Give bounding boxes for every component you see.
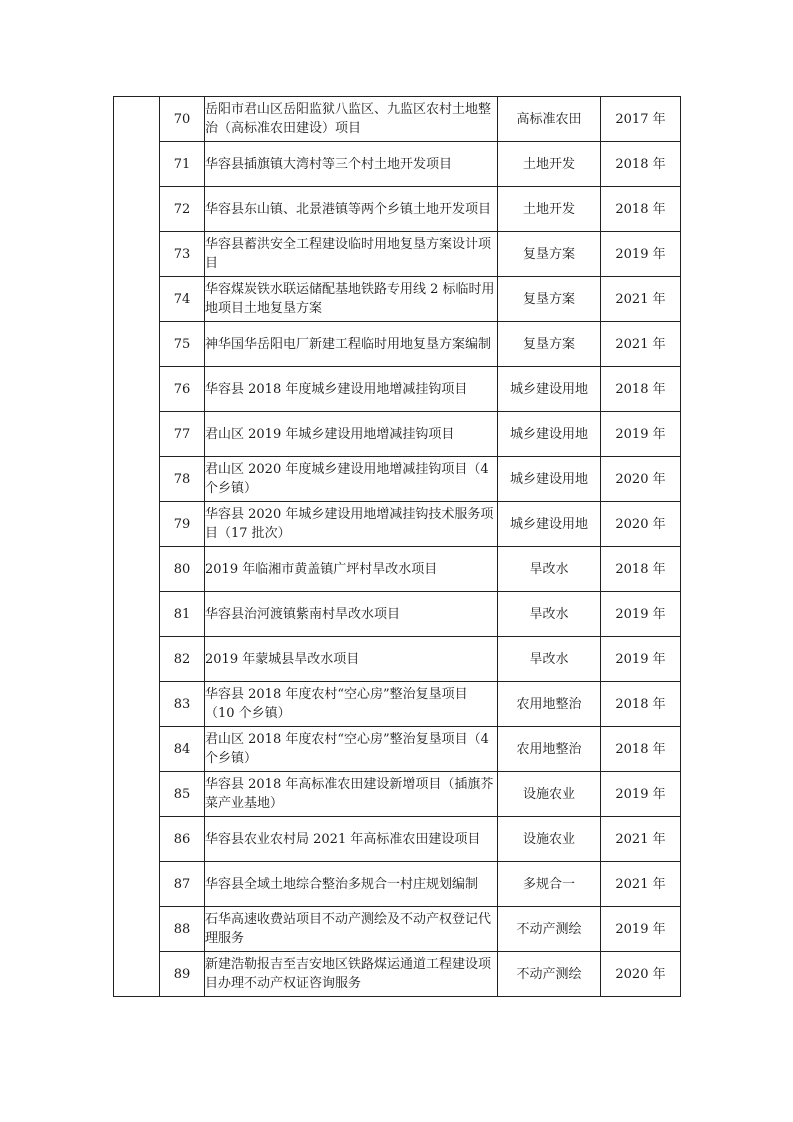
project-category: 城乡建设用地 bbox=[498, 412, 601, 457]
project-name: 华容县东山镇、北景港镇等两个乡镇土地开发项目 bbox=[205, 187, 498, 232]
project-name: 2019 年蒙城县旱改水项目 bbox=[205, 637, 498, 682]
table-row bbox=[114, 592, 681, 637]
project-category: 农用地整治 bbox=[498, 727, 601, 772]
project-year: 2018 年 bbox=[601, 682, 681, 727]
project-category: 旱改水 bbox=[498, 547, 601, 592]
project-category: 城乡建设用地 bbox=[498, 502, 601, 547]
project-name: 新建浩勒报吉至吉安地区铁路煤运通道工程建设项目办理不动产权证咨询服务 bbox=[205, 952, 498, 997]
table-row bbox=[114, 232, 681, 277]
project-name: 君山区 2020 年度城乡建设用地增减挂钩项目（4 个乡镇） bbox=[205, 457, 498, 502]
project-name: 华容县 2018 年度农村“空心房”整治复垦项目（10 个乡镇） bbox=[205, 682, 498, 727]
project-category: 旱改水 bbox=[498, 592, 601, 637]
project-category: 土地开发 bbox=[498, 187, 601, 232]
row-number: 76 bbox=[160, 367, 205, 412]
table-row bbox=[114, 952, 681, 997]
project-category: 复垦方案 bbox=[498, 232, 601, 277]
project-name: 2019 年临湘市黄盖镇广坪村旱改水项目 bbox=[205, 547, 498, 592]
project-name: 华容县 2018 年度城乡建设用地增减挂钩项目 bbox=[205, 367, 498, 412]
row-number: 85 bbox=[160, 772, 205, 817]
row-number: 75 bbox=[160, 322, 205, 367]
project-category: 旱改水 bbox=[498, 637, 601, 682]
project-name: 华容县治河渡镇紫南村旱改水项目 bbox=[205, 592, 498, 637]
table-row bbox=[114, 862, 681, 907]
project-name: 华容县 2020 年城乡建设用地增减挂钩技术服务项目（17 批次） bbox=[205, 502, 498, 547]
table-row bbox=[114, 277, 681, 322]
project-category: 多规合一 bbox=[498, 862, 601, 907]
project-name: 华容县 2018 年高标准农田建设新增项目（插旗芥菜产业基地） bbox=[205, 772, 498, 817]
project-year: 2018 年 bbox=[601, 727, 681, 772]
project-category: 农用地整治 bbox=[498, 682, 601, 727]
project-year: 2019 年 bbox=[601, 772, 681, 817]
project-name: 华容县全域土地综合整治多规合一村庄规划编制 bbox=[205, 862, 498, 907]
table-row bbox=[114, 412, 681, 457]
project-category: 不动产测绘 bbox=[498, 907, 601, 952]
table-row bbox=[114, 637, 681, 682]
project-name: 华容县农业农村局 2021 年高标准农田建设项目 bbox=[205, 817, 498, 862]
project-year: 2020 年 bbox=[601, 457, 681, 502]
row-number: 86 bbox=[160, 817, 205, 862]
project-year: 2017 年 bbox=[601, 97, 681, 142]
row-number: 88 bbox=[160, 907, 205, 952]
project-year: 2020 年 bbox=[601, 502, 681, 547]
project-name: 君山区 2018 年度农村“空心房”整治复垦项目（4 个乡镇） bbox=[205, 727, 498, 772]
project-name: 华容县蓄洪安全工程建设临时用地复垦方案设计项目 bbox=[205, 232, 498, 277]
row-number: 77 bbox=[160, 412, 205, 457]
row-number: 73 bbox=[160, 232, 205, 277]
project-category: 设施农业 bbox=[498, 772, 601, 817]
project-category: 复垦方案 bbox=[498, 277, 601, 322]
row-number: 89 bbox=[160, 952, 205, 997]
project-year: 2019 年 bbox=[601, 637, 681, 682]
project-year: 2021 年 bbox=[601, 817, 681, 862]
row-number: 81 bbox=[160, 592, 205, 637]
project-table bbox=[113, 96, 681, 997]
row-number: 72 bbox=[160, 187, 205, 232]
row-number: 70 bbox=[160, 97, 205, 142]
project-table-body bbox=[114, 97, 681, 997]
table-row bbox=[114, 97, 681, 142]
row-number: 80 bbox=[160, 547, 205, 592]
project-year: 2018 年 bbox=[601, 142, 681, 187]
project-category: 高标准农田 bbox=[498, 97, 601, 142]
project-name: 华容煤炭铁水联运储配基地铁路专用线 2 标临时用地项目土地复垦方案 bbox=[205, 277, 498, 322]
row-number: 84 bbox=[160, 727, 205, 772]
table-row bbox=[114, 142, 681, 187]
project-name: 岳阳市君山区岳阳监狱八监区、九监区农村土地整治（高标准农田建设）项目 bbox=[205, 97, 498, 142]
project-name: 华容县插旗镇大湾村等三个村土地开发项目 bbox=[205, 142, 498, 187]
row-number: 87 bbox=[160, 862, 205, 907]
project-category: 土地开发 bbox=[498, 142, 601, 187]
table-row bbox=[114, 187, 681, 232]
table-row bbox=[114, 457, 681, 502]
row-number: 71 bbox=[160, 142, 205, 187]
merged-category-cell bbox=[114, 97, 160, 997]
project-category: 城乡建设用地 bbox=[498, 457, 601, 502]
row-number: 82 bbox=[160, 637, 205, 682]
project-year: 2021 年 bbox=[601, 322, 681, 367]
project-name: 石华高速收费站项目不动产测绘及不动产权登记代理服务 bbox=[205, 907, 498, 952]
project-category: 设施农业 bbox=[498, 817, 601, 862]
project-name: 君山区 2019 年城乡建设用地增减挂钩项目 bbox=[205, 412, 498, 457]
table-row bbox=[114, 817, 681, 862]
project-name: 神华国华岳阳电厂新建工程临时用地复垦方案编制 bbox=[205, 322, 498, 367]
project-category: 复垦方案 bbox=[498, 322, 601, 367]
table-row bbox=[114, 367, 681, 412]
project-year: 2019 年 bbox=[601, 907, 681, 952]
project-year: 2020 年 bbox=[601, 952, 681, 997]
row-number: 79 bbox=[160, 502, 205, 547]
table-row bbox=[114, 727, 681, 772]
row-number: 74 bbox=[160, 277, 205, 322]
project-year: 2019 年 bbox=[601, 592, 681, 637]
table-row bbox=[114, 547, 681, 592]
row-number: 78 bbox=[160, 457, 205, 502]
project-year: 2018 年 bbox=[601, 367, 681, 412]
project-year: 2019 年 bbox=[601, 412, 681, 457]
project-category: 不动产测绘 bbox=[498, 952, 601, 997]
project-category: 城乡建设用地 bbox=[498, 367, 601, 412]
project-year: 2018 年 bbox=[601, 547, 681, 592]
table-row bbox=[114, 772, 681, 817]
table-row bbox=[114, 502, 681, 547]
table-row bbox=[114, 682, 681, 727]
row-number: 83 bbox=[160, 682, 205, 727]
project-year: 2021 年 bbox=[601, 277, 681, 322]
project-year: 2018 年 bbox=[601, 187, 681, 232]
table-row bbox=[114, 907, 681, 952]
table-row bbox=[114, 322, 681, 367]
project-year: 2021 年 bbox=[601, 862, 681, 907]
project-year: 2019 年 bbox=[601, 232, 681, 277]
